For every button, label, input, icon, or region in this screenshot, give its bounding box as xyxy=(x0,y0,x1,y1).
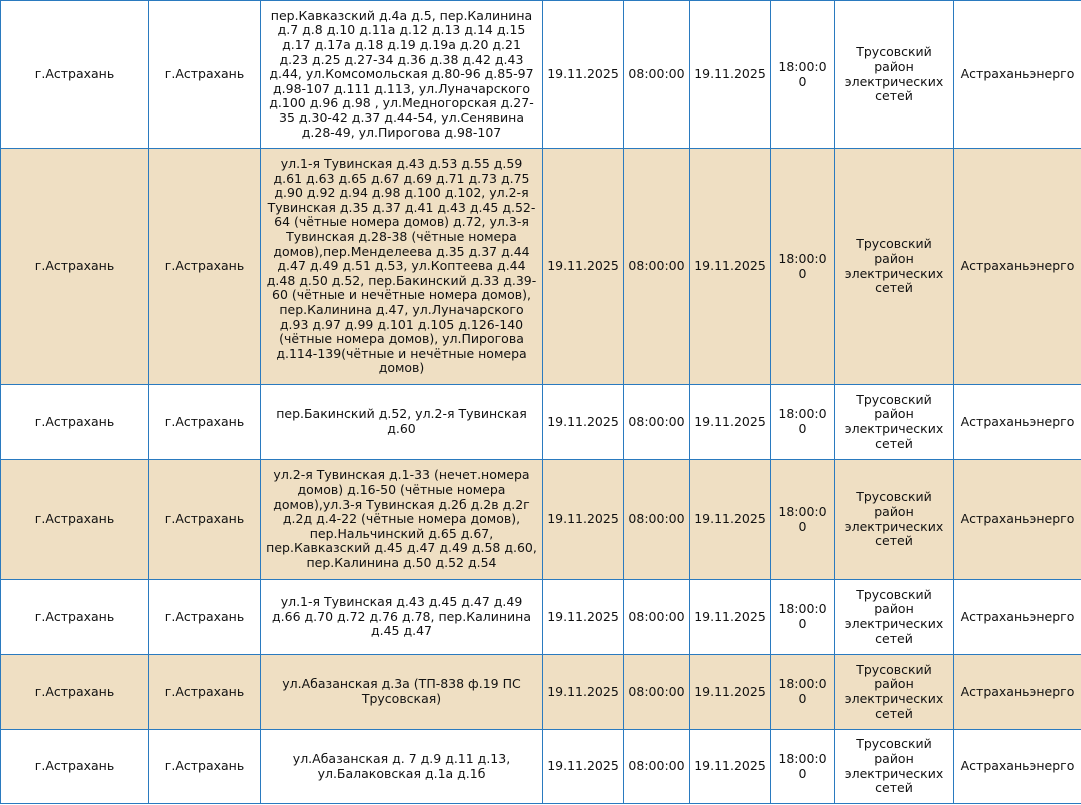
organization-cell: Астраханьэнерго xyxy=(954,655,1081,730)
organization-cell: Астраханьэнерго xyxy=(954,730,1081,804)
organization-cell: Астраханьэнерго xyxy=(954,149,1081,385)
table-row xyxy=(1,655,1081,730)
organization-cell: Астраханьэнерго xyxy=(954,1,1081,149)
settlement-cell: г.Астрахань xyxy=(149,580,261,655)
settlement-cell: г.Астрахань xyxy=(149,460,261,580)
settlement-cell: г.Астрахань xyxy=(149,149,261,385)
end-time-cell: 18:00:00 xyxy=(771,149,835,385)
end-time-cell: 18:00:00 xyxy=(771,730,835,804)
settlement-cell: г.Астрахань xyxy=(149,385,261,460)
end-time-cell: 18:00:00 xyxy=(771,1,835,149)
start-time-cell: 08:00:00 xyxy=(624,460,690,580)
addresses-cell: ул.Абазанская д.3а (ТП-838 ф.19 ПС Трусовская) xyxy=(261,655,543,730)
addresses-cell: ул.1-я Тувинская д.43 д.53 д.55 д.59 д.61 д.63 д.65 д.67 д.69 д.71 д.73 д.75 д.90 д.92 д.94 д.98 д.100 д.102, ул.2-я Тувинская д.35 д.37 д.41 д.43 д.45 д.52-64 (чётные номера домов) д.72, ул.3-я Тувинская д.28-38 (чётные номера домов),пер.Менделеева д.35 д.37 д.44 д.47 д.49 д.51 д.53, ул.Коптеева д.44 д.48 д.50 д.52, пер.Бакинский д.33 д.39-60 (чётные и нечётные номера домов), пер.Калинина д.47, ул.Луначарского д.93 д.97 д.99 д.101 д.105 д.126-140 (чётные номера домов), ул.Пирогова д.114-139(чётные и нечётные номера домов) xyxy=(261,149,543,385)
city-cell: г.Астрахань xyxy=(1,149,149,385)
start-date-cell: 19.11.2025 xyxy=(543,580,624,655)
end-date-cell: 19.11.2025 xyxy=(690,149,771,385)
addresses-cell: пер.Кавказский д.4а д.5, пер.Калинина д.7 д.8 д.10 д.11а д.12 д.13 д.14 д.15 д.17 д.17а д.18 д.19 д.19а д.20 д.21 д.23 д.25 д.27-34 д.36 д.38 д.42 д.43 д.44, ул.Комсомольская д.80-96 д.85-97 д.98-107 д.111 д.113, ул.Луначарского д.100 д.96 д.98 , ул.Медногорская д.27-35 д.30-42 д.37 д.44-54, ул.Сенявина д.28-49, ул.Пирогова д.98-107 xyxy=(261,1,543,149)
city-cell: г.Астрахань xyxy=(1,580,149,655)
end-date-cell: 19.11.2025 xyxy=(690,655,771,730)
end-time-cell: 18:00:00 xyxy=(771,385,835,460)
addresses-cell: ул.2-я Тувинская д.1-33 (нечет.номера домов) д.16-50 (чётные номера домов),ул.3-я Тувинская д.2б д.2в д.2г д.2д д.4-22 (чётные номера домов), пер.Нальчинский д.65 д.67, пер.Кавказский д.45 д.47 д.49 д.58 д.60, пер.Калинина д.50 д.52 д.54 xyxy=(261,460,543,580)
addresses-cell: пер.Бакинский д.52, ул.2-я Тувинская д.60 xyxy=(261,385,543,460)
end-date-cell: 19.11.2025 xyxy=(690,385,771,460)
start-time-cell: 08:00:00 xyxy=(624,730,690,804)
organization-cell: Астраханьэнерго xyxy=(954,580,1081,655)
settlement-cell: г.Астрахань xyxy=(149,1,261,149)
organization-cell: Астраханьэнерго xyxy=(954,385,1081,460)
district-cell: Трусовский район электрических сетей xyxy=(835,655,954,730)
start-time-cell: 08:00:00 xyxy=(624,655,690,730)
city-cell: г.Астрахань xyxy=(1,655,149,730)
district-cell: Трусовский район электрических сетей xyxy=(835,149,954,385)
start-time-cell: 08:00:00 xyxy=(624,385,690,460)
end-date-cell: 19.11.2025 xyxy=(690,460,771,580)
table-row xyxy=(1,385,1081,460)
table-row xyxy=(1,149,1081,385)
end-date-cell: 19.11.2025 xyxy=(690,1,771,149)
start-date-cell: 19.11.2025 xyxy=(543,1,624,149)
city-cell: г.Астрахань xyxy=(1,385,149,460)
end-time-cell: 18:00:00 xyxy=(771,655,835,730)
district-cell: Трусовский район электрических сетей xyxy=(835,460,954,580)
organization-cell: Астраханьэнерго xyxy=(954,460,1081,580)
addresses-cell: ул.Абазанская д. 7 д.9 д.11 д.13, ул.Балаковская д.1а д.1б xyxy=(261,730,543,804)
end-time-cell: 18:00:00 xyxy=(771,460,835,580)
table-row xyxy=(1,1,1081,149)
addresses-cell: ул.1-я Тувинская д.43 д.45 д.47 д.49 д.66 д.70 д.72 д.76 д.78, пер.Калинина д.45 д.47 xyxy=(261,580,543,655)
table-row xyxy=(1,460,1081,580)
start-date-cell: 19.11.2025 xyxy=(543,460,624,580)
district-cell: Трусовский район электрических сетей xyxy=(835,580,954,655)
end-date-cell: 19.11.2025 xyxy=(690,730,771,804)
table-row xyxy=(1,730,1081,804)
start-time-cell: 08:00:00 xyxy=(624,580,690,655)
start-time-cell: 08:00:00 xyxy=(624,1,690,149)
city-cell: г.Астрахань xyxy=(1,730,149,804)
start-date-cell: 19.11.2025 xyxy=(543,385,624,460)
district-cell: Трусовский район электрических сетей xyxy=(835,385,954,460)
city-cell: г.Астрахань xyxy=(1,460,149,580)
end-date-cell: 19.11.2025 xyxy=(690,580,771,655)
start-date-cell: 19.11.2025 xyxy=(543,655,624,730)
district-cell: Трусовский район электрических сетей xyxy=(835,730,954,804)
table-row xyxy=(1,580,1081,655)
city-cell: г.Астрахань xyxy=(1,1,149,149)
end-time-cell: 18:00:00 xyxy=(771,580,835,655)
start-date-cell: 19.11.2025 xyxy=(543,730,624,804)
start-time-cell: 08:00:00 xyxy=(624,149,690,385)
settlement-cell: г.Астрахань xyxy=(149,730,261,804)
district-cell: Трусовский район электрических сетей xyxy=(835,1,954,149)
settlement-cell: г.Астрахань xyxy=(149,655,261,730)
start-date-cell: 19.11.2025 xyxy=(543,149,624,385)
